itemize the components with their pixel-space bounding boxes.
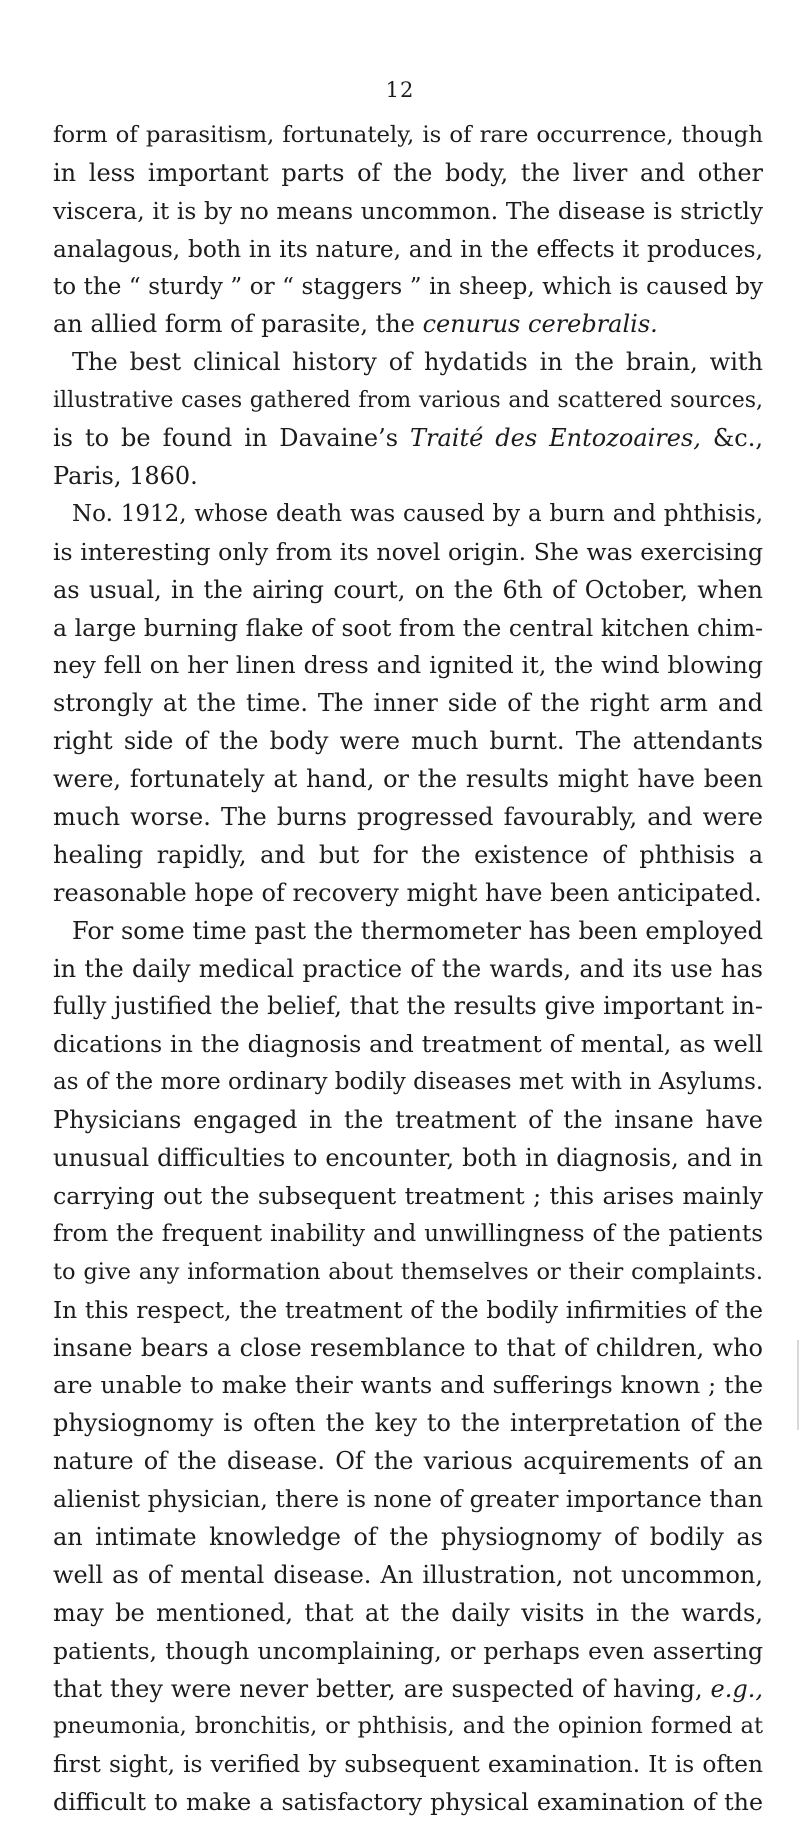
text-line [53,458,763,496]
text-segment: right side of the body were much burnt. The attendants [53,727,763,756]
text-line [53,685,763,723]
text-segment: are unable to make their wants and sufferings known ; the [53,1371,763,1400]
text-line [53,572,763,610]
text-line [53,534,763,572]
text-line [53,1026,763,1064]
text-line [53,837,763,875]
text-segment: illustrative cases gathered from various and scattered sources, [53,388,763,414]
text-segment: as of the more ordinary bodily diseases met with in Asylums. [53,1069,764,1096]
text-line [53,269,763,307]
text-segment: Paris, 1860. [53,462,198,491]
text-line [53,1481,763,1519]
text-segment: For some time past the thermometer has been employed [72,916,763,945]
text-line [53,1633,763,1671]
text-segment: strongly at the time. The inner side of the right arm and [53,689,763,718]
text-line [53,1064,763,1102]
text-segment: ney fell on her linen dress and ignited it, the wind blowing [53,651,763,680]
text-segment: to give any information about themselves or their complaints. [53,1258,763,1285]
text-line [53,1557,763,1595]
text-segment: alienist physician, there is none of greater importance than [53,1485,763,1514]
text-segment: in the daily medical practice of the wards, and its use has [53,954,763,983]
text-line [53,231,763,269]
text-line [53,875,763,913]
text-line [53,1443,763,1481]
text-segment: reasonable hope of recovery might have been anticipated. [53,878,762,907]
text-segment: carrying out the subsequent treatment ; this arises mainly [53,1181,763,1210]
text-segment: pneumonia, bronchitis, or phthisis, and the opinion formed at [53,1713,763,1740]
text-segment: patients, though uncomplaining, or perhaps even asserting [53,1636,763,1665]
page-edge-shadow [797,1340,799,1430]
text-line [53,723,763,761]
text-line [53,761,763,799]
text-line [53,1519,763,1557]
text-line [53,913,763,951]
text-segment: fully justified the belief, that the results give important in- [53,992,763,1021]
text-segment: is interesting only from its novel origin. She was exercising [53,537,763,566]
text-line [53,1708,763,1746]
text-segment: insane bears a close resemblance to that of children, who [53,1333,763,1362]
text-line [53,420,763,458]
text-line [53,988,763,1026]
text-segment: viscera, it is by no means uncommon. The disease is strictly [53,197,763,225]
text-line [53,155,763,193]
italic-text: Traité des Entozoaires, [410,424,701,453]
text-segment: unusual difficulties to encounter, both in diagnosis, and in [53,1144,763,1173]
text-line [53,1784,763,1822]
text-segment: in less important parts of the body, the liver and other [53,158,763,187]
text-segment: much worse. The burns progressed favourably, and were [53,803,763,832]
text-line [53,1405,763,1443]
text-segment: healing rapidly, and but for the existence of phthisis a [53,840,763,869]
text-segment: well as of mental disease. An illustration, not uncommon, [53,1560,763,1589]
text-line [53,1102,763,1140]
text-segment: analagous, both in its nature, and in the effects it produces, [53,235,763,263]
text-segment: an allied form of parasite, the [53,310,423,339]
text-line [53,1330,763,1368]
text-line [53,610,763,648]
page-number: 12 [385,78,415,102]
text-line [53,647,763,685]
italic-text: e.g., [710,1674,763,1703]
text-line [53,1367,763,1405]
italic-text: cenurus cerebralis. [422,310,658,339]
text-segment: nature of the disease. Of the various acquirements of an [53,1447,763,1476]
text-segment: form of parasitism, fortunately, is of rare occurrence, though [53,122,763,148]
text-line [53,496,763,534]
text-line [53,117,763,155]
text-line [53,1216,763,1254]
text-segment: difficult to make a satisfactory physical examination of the [53,1788,763,1817]
text-segment: physiognomy is often the key to the interpretation of the [53,1409,763,1438]
text-line [53,1178,763,1216]
text-segment: In this respect, the treatment of the bodily infirmities of the [53,1296,763,1324]
text-segment: No. 1912, whose death was caused by a burn and phthisis, [72,500,763,527]
text-segment: first sight, is verified by subsequent examination. It is often [53,1751,763,1779]
text-segment: The best clinical history of hydatids in the brain, with [72,348,763,377]
text-line [53,1595,763,1633]
text-line [53,1671,763,1709]
text-line [53,382,763,420]
text-line [53,344,763,382]
text-line [53,1746,763,1784]
text-segment: Physicians engaged in the treatment of the insane have [53,1106,763,1135]
text-segment: an intimate knowledge of the physiognomy of bodily as [53,1522,763,1551]
text-segment: that they were never better, are suspected of having, [53,1674,711,1703]
text-line [53,1292,763,1330]
body-text [53,117,763,1822]
text-line [53,193,763,231]
text-segment: may be mentioned, that at the daily visits in the wards, [53,1598,763,1627]
text-segment: &c., [700,424,763,453]
text-segment: to the “ sturdy ” or “ staggers ” in sheep, which is caused by [53,273,763,300]
text-segment: from the frequent inability and unwillingness of the patients [53,1220,763,1247]
text-segment: a large burning flake of soot from the central kitchen chim- [53,613,763,642]
text-segment: dications in the diagnosis and treatment of mental, as well [53,1030,763,1059]
text-segment: as usual, in the airing court, on the 6th of October, when [53,575,763,604]
text-line [53,306,763,344]
text-line [53,1254,763,1292]
text-line [53,1140,763,1178]
text-segment: were, fortunately at hand, or the results might have been [53,765,763,794]
text-segment: is to be found in Davaine’s [53,424,410,453]
text-line [53,799,763,837]
text-line [53,951,763,989]
